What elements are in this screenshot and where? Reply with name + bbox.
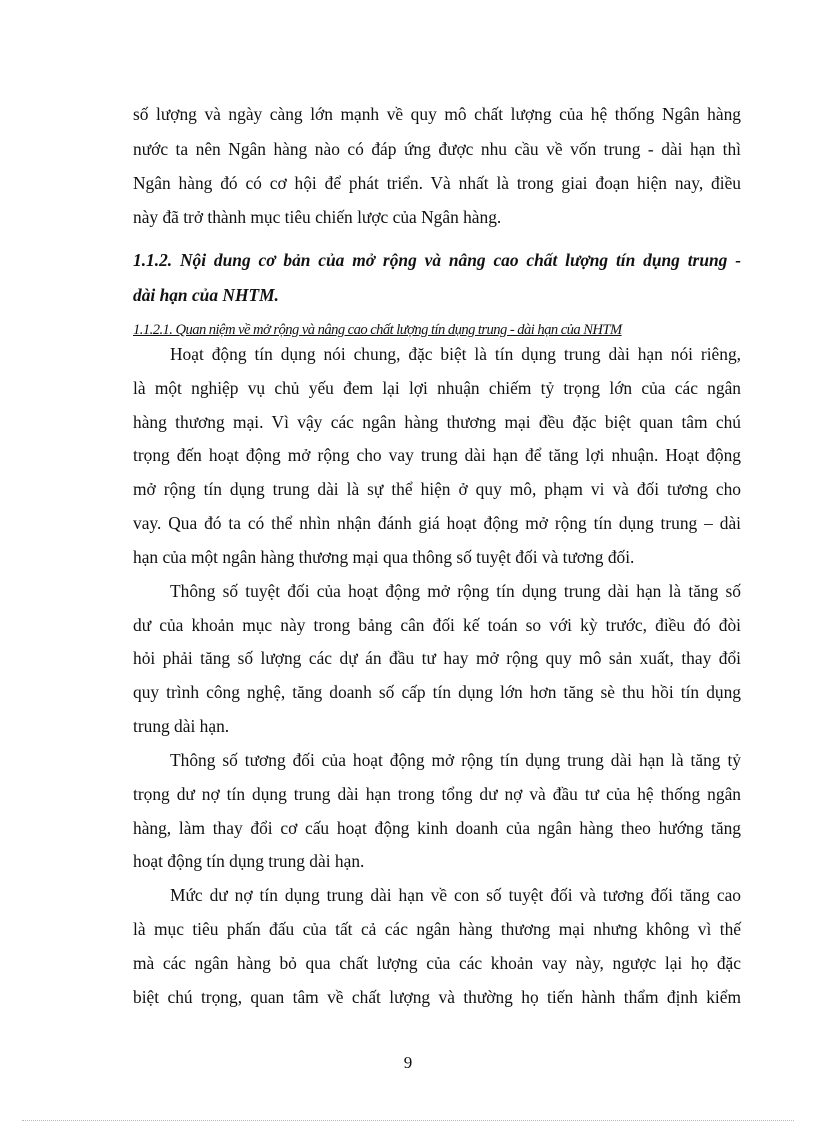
paragraph-line: vay. Qua đó ta có thể nhìn nhận đánh giá hoạt động mở rộng tín dụng trung – dài xyxy=(133,513,741,533)
paragraph-line: Mức dư nợ tín dụng trung dài hạn về con số tuyệt đối và tương đối tăng cao xyxy=(170,885,741,905)
page-number: 9 xyxy=(403,1053,413,1072)
paragraph-line: quy trình công nghệ, tăng doanh số cấp tín dụng lớn hơn tăng sè thu hồi tín dụng xyxy=(133,682,741,702)
paragraph-line: Hoạt động tín dụng nói chung, đặc biệt là tín dụng trung dài hạn nói riêng, xyxy=(170,344,741,364)
paragraph-line: hoạt động tín dụng trung dài hạn. xyxy=(133,851,365,871)
paragraph-line: hạn của một ngân hàng thương mại qua thông số tuyệt đối và tương đối. xyxy=(133,547,635,567)
paragraph-line: trọng dư nợ tín dụng trung dài hạn trong tổng dư nợ và đầu tư của hệ thống ngân xyxy=(133,784,741,804)
section-heading: 1.1.2. Nội dung cơ bản của mở rộng và nâng cao chất lượng tín dụng trung - xyxy=(133,250,741,270)
paragraph-line: này đã trở thành mục tiêu chiến lược của Ngân hàng. xyxy=(133,207,502,227)
paragraph-line: dư của khoản mục này trong bảng cân đối kế toán so với kỳ trước, điều đó đòi xyxy=(133,615,741,635)
subsection-heading: 1.1.2.1. Quan niệm về mở rộng và nâng cao chất lượng tín dụng trung - dài hạn của NHTM xyxy=(133,322,622,338)
paragraph-line: hỏi phải tăng số lượng các dự án đầu tư hay mở rộng quy mô sản xuất, thay đổi xyxy=(133,648,741,668)
paragraph-line: hàng, làm thay đổi cơ cấu hoạt động kinh doanh của ngân hàng theo hướng tăng xyxy=(133,818,741,838)
paragraph-line: biệt chú trọng, quan tâm về chất lượng và thường họ tiến hành thẩm định kiểm xyxy=(133,987,741,1007)
paragraph-line: trọng đến hoạt động mở rộng cho vay trung dài hạn để tăng lợi nhuận. Hoạt động xyxy=(133,445,741,465)
paragraph-line: Thông số tương đối của hoạt động mở rộng tín dụng trung dài hạn là tăng tỷ xyxy=(170,750,741,770)
paragraph-line: trung dài hạn. xyxy=(133,716,230,736)
paragraph-line: Thông số tuyệt đối của hoạt động mở rộng tín dụng trung dài hạn là tăng số xyxy=(170,581,741,601)
paragraph-line: nước ta nên Ngân hàng nào có đáp ứng được nhu cầu về vốn trung - dài hạn thì xyxy=(133,139,741,159)
paragraph-line: mở rộng tín dụng trung dài là sự thể hiện ở quy mô, phạm vi và đối tương cho xyxy=(133,479,741,499)
paragraph-line: Ngân hàng đó có cơ hội để phát triển. Và nhất là trong giai đoạn hiện nay, điều xyxy=(133,173,741,193)
footer-divider xyxy=(22,1120,794,1121)
paragraph-line: số lượng và ngày càng lớn mạnh về quy mô chất lượng của hệ thống Ngân hàng xyxy=(133,104,741,124)
paragraph-line: mà các ngân hàng bỏ qua chất lượng của các khoản vay này, ngược lại họ đặc xyxy=(133,953,741,973)
paragraph-line: là một nghiệp vụ chủ yếu đem lại lợi nhuận chiếm tỷ trọng lớn của các ngân xyxy=(133,378,741,398)
paragraph-line: là mục tiêu phấn đấu của tất cả các ngân hàng thương mại nhưng không vì thế xyxy=(133,919,741,939)
paragraph-line: hàng thương mại. Vì vậy các ngân hàng thương mại đều đặc biệt quan tâm chú xyxy=(133,412,741,432)
section-heading: dài hạn của NHTM. xyxy=(133,285,279,305)
